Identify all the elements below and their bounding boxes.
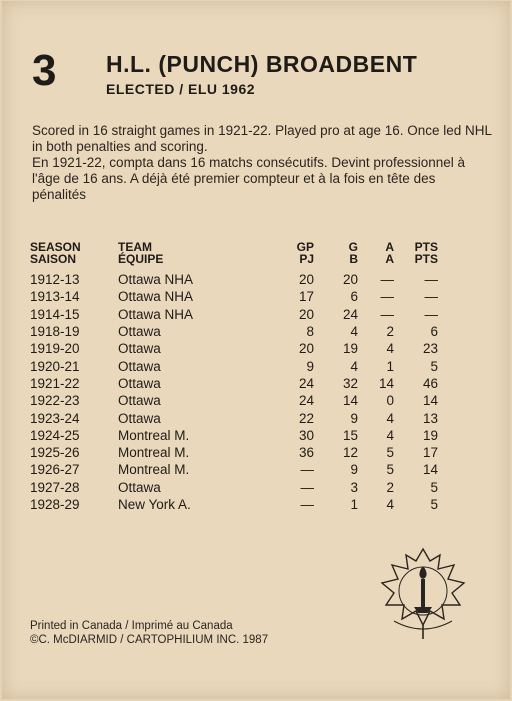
cell-gp: 20 — [298, 306, 314, 322]
cell-season: 1920-21 — [30, 358, 80, 374]
cell-team: Montreal M. — [118, 445, 190, 461]
header-a: A A — [385, 240, 394, 266]
cell-team: Ottawa — [118, 479, 161, 495]
cell-season: 1922-23 — [30, 393, 80, 409]
cell-team: Montreal M. — [118, 462, 190, 478]
header-team: TEAM ÉQUIPE — [118, 240, 164, 266]
cell-a: 4 — [386, 427, 394, 443]
cell-a: 1 — [386, 358, 394, 374]
cell-a: 2 — [386, 324, 394, 340]
table-row — [30, 306, 438, 323]
elected-year: ELECTED / ELU 1962 — [106, 81, 256, 97]
cell-pts: — — [424, 306, 438, 322]
cell-season: 1926-27 — [30, 462, 80, 478]
cell-gp: 20 — [298, 272, 314, 288]
cell-gp: 20 — [298, 341, 314, 357]
bio — [32, 123, 492, 203]
cell-g: 32 — [342, 375, 358, 391]
cell-gp: 30 — [298, 427, 314, 443]
cell-pts: 5 — [430, 358, 438, 374]
cell-team: Ottawa NHA — [118, 306, 194, 322]
cell-a: 4 — [386, 497, 394, 512]
footer-printed: Printed in Canada / Imprimé au Canada — [30, 620, 233, 632]
table-row — [30, 375, 438, 392]
table-row — [30, 392, 438, 409]
cell-gp: 22 — [298, 410, 314, 426]
cell-a: 0 — [386, 393, 394, 409]
cell-a: 4 — [386, 341, 394, 357]
cell-g: 19 — [342, 341, 358, 357]
cell-pts: 23 — [422, 341, 438, 357]
cell-a: 5 — [386, 462, 394, 478]
cell-pts: 14 — [422, 393, 438, 409]
header-pts: PTS PTS — [414, 240, 438, 266]
cell-season: 1919-20 — [30, 341, 80, 357]
cell-team: Ottawa — [118, 375, 161, 391]
cell-season: 1912-13 — [30, 272, 80, 288]
cell-team: Ottawa — [118, 393, 161, 409]
cell-team: Ottawa NHA — [118, 272, 194, 288]
cell-team: Ottawa — [118, 341, 161, 357]
stats-header-row — [30, 241, 438, 271]
table-row — [30, 340, 438, 357]
cell-season: 1923-24 — [30, 410, 80, 426]
cell-a: 5 — [386, 445, 394, 461]
cell-g: 6 — [350, 289, 358, 305]
cell-pts: 5 — [430, 479, 438, 495]
cell-season: 1921-22 — [30, 375, 80, 391]
cell-gp: 8 — [306, 324, 314, 340]
cell-g: 15 — [342, 427, 358, 443]
cell-a: — — [380, 272, 394, 288]
cell-season: 1927-28 — [30, 479, 80, 495]
cell-team: Ottawa — [118, 410, 161, 426]
cell-season: 1913-14 — [30, 289, 80, 305]
table-row — [30, 461, 438, 478]
card-number: 3 — [32, 46, 57, 95]
cell-a: 4 — [386, 410, 394, 426]
cell-pts: — — [424, 272, 438, 288]
cell-season: 1924-25 — [30, 427, 80, 443]
table-row — [30, 323, 438, 340]
player-name: H.L. (PUNCH) BROADBENT — [106, 51, 418, 77]
table-row — [30, 271, 438, 288]
cell-season: 1914-15 — [30, 306, 80, 322]
cell-team: Ottawa NHA — [118, 289, 194, 305]
cell-pts: 14 — [422, 462, 438, 478]
cell-g: 4 — [350, 358, 358, 374]
cell-g: 12 — [342, 445, 358, 461]
cell-g: 9 — [350, 410, 358, 426]
cell-gp: 24 — [298, 393, 314, 409]
cell-g: 3 — [350, 479, 358, 495]
cell-gp: — — [300, 497, 314, 512]
cell-pts: 13 — [422, 410, 438, 426]
cell-pts: — — [424, 289, 438, 305]
cell-gp: 24 — [298, 375, 314, 391]
footer — [30, 619, 268, 647]
cell-a: — — [380, 289, 394, 305]
stats-table — [30, 241, 438, 513]
cell-team: Montreal M. — [118, 427, 190, 443]
table-row — [30, 427, 438, 444]
cell-a: 14 — [378, 375, 394, 391]
bio-french: En 1921-22, compta dans 16 matchs consécutifs. Devint professionnel à l'âge de 16 ans. A déjà été premier compteur et à la fois en tête des pénalités — [32, 155, 465, 202]
cell-a: — — [380, 306, 394, 322]
cell-pts: 46 — [422, 375, 438, 391]
hockey-card-back — [2, 1, 510, 699]
cell-gp: — — [300, 479, 314, 495]
footer-copyright: ©C. McDIARMID / CARTOPHILIUM INC. 1987 — [30, 634, 269, 646]
table-row — [30, 357, 438, 374]
table-row — [30, 288, 438, 305]
cell-g: 4 — [350, 324, 358, 340]
table-row — [30, 496, 438, 513]
cell-team: Ottawa — [118, 358, 161, 374]
header-season: SEASON SAISON — [30, 240, 81, 266]
cell-gp: — — [300, 462, 314, 478]
table-row — [30, 444, 438, 461]
cell-g: 14 — [342, 393, 358, 409]
cell-season: 1918-19 — [30, 324, 80, 340]
cell-pts: 5 — [430, 497, 438, 512]
cell-g: 20 — [342, 272, 358, 288]
table-row — [30, 409, 438, 426]
cell-team: New York A. — [118, 497, 191, 512]
cell-gp: 17 — [298, 289, 314, 305]
bio-english: Scored in 16 straight games in 1921-22. Played pro at age 16. Once led NHL in both penalties and scoring. — [32, 123, 492, 154]
header-g: G B — [348, 240, 358, 266]
hall-of-fame-logo-icon — [380, 547, 466, 643]
cell-team: Ottawa — [118, 324, 161, 340]
cell-season: 1925-26 — [30, 445, 80, 461]
cell-pts: 17 — [422, 445, 438, 461]
cell-a: 2 — [386, 479, 394, 495]
header-gp: GP PJ — [296, 240, 314, 266]
cell-season: 1928-29 — [30, 497, 80, 512]
cell-g: 9 — [350, 462, 358, 478]
cell-pts: 19 — [422, 427, 438, 443]
cell-gp: 9 — [306, 358, 314, 374]
cell-pts: 6 — [430, 324, 438, 340]
table-row — [30, 479, 438, 496]
cell-g: 1 — [350, 497, 358, 512]
cell-g: 24 — [342, 306, 358, 322]
cell-gp: 36 — [298, 445, 314, 461]
